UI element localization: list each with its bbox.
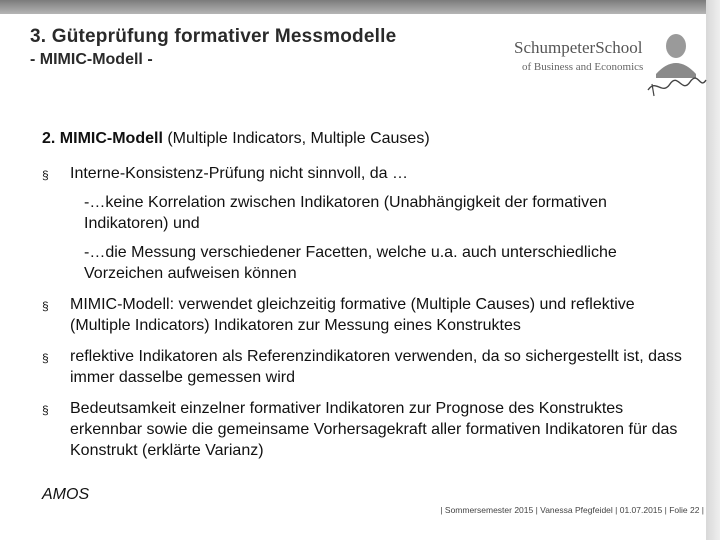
heading-bold: 2. MIMIC-Modell <box>42 130 163 147</box>
footer-text: | Sommersemester 2015 | Vanessa Pfegfeidel | 01.07.2015 | Folie 22 | <box>440 505 704 515</box>
sub-point-2: -…die Messung verschiedener Facetten, welche u.a. auch unterschiedliche Vorzeichen aufweisen können <box>84 244 617 282</box>
bullet-marker: § <box>42 168 49 182</box>
amos-label: AMOS <box>42 486 90 503</box>
bullet-marker: § <box>42 403 49 417</box>
portrait-signature-icon <box>642 30 710 100</box>
bullet-marker: § <box>42 299 49 313</box>
bullet-1: Interne-Konsistenz-Prüfung nicht sinnvoll, da … <box>70 165 408 182</box>
logo-name: SchumpeterSchool <box>514 38 643 57</box>
bullet-2: MIMIC-Modell: verwendet gleichzeitig formative (Multiple Causes) und reflektive (Multiple Indicators) Indikatoren zur Messung eines Konstruktes <box>70 296 635 334</box>
bullet-3: reflektive Indikatoren als Referenzindikatoren verwenden, da so sichergestellt ist, dass immer dasselbe gemessen wird <box>70 348 682 386</box>
bullet-marker: § <box>42 351 49 365</box>
top-bar <box>0 0 720 14</box>
bullet-4: Bedeutsamkeit einzelner formativer Indikatoren zur Prognose des Konstruktes erkennbar sowie die gemeinsame Vorhersagekraft aller formativen Indikatoren für das Konstrukt (erklärte Varianz) <box>70 400 678 459</box>
logo-subtitle: of Business and Economics <box>522 61 644 73</box>
heading-rest: (Multiple Indicators, Multiple Causes) <box>162 130 430 147</box>
section-heading <box>42 130 430 148</box>
slide-title: 3. Güteprüfung formativer Messmodelle <box>30 26 397 47</box>
sub-point-1: -…keine Korrelation zwischen Indikatoren (Unabhängigkeit der formativen Indikatoren) und <box>84 194 607 232</box>
slide-subtitle: - MIMIC-Modell - <box>30 51 153 68</box>
school-logo <box>510 30 710 100</box>
